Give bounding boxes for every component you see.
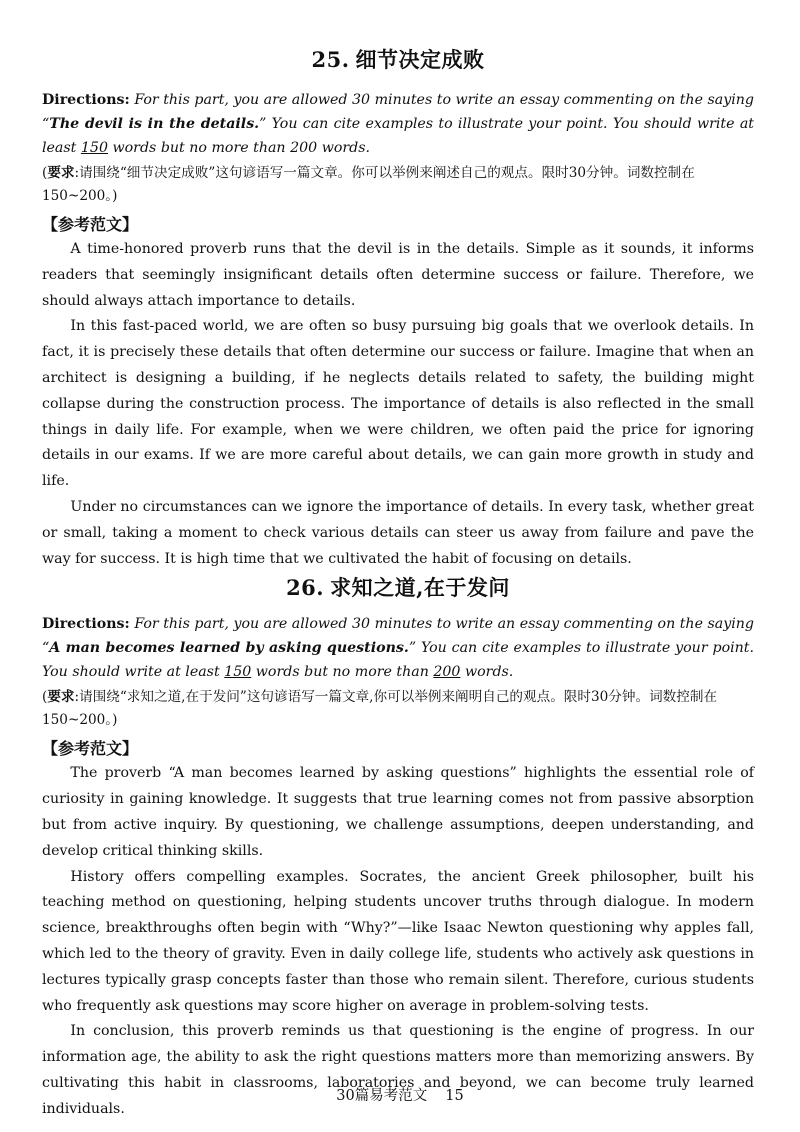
min-words: 150	[80, 140, 108, 156]
requirement-label: 要求	[47, 165, 75, 181]
directions	[42, 612, 754, 684]
directions-label: Directions:	[42, 92, 130, 108]
essay-paragraph: A time-honored proverb runs that the devil is in the details. Simple as it sounds, it informs readers that seemingly insignificant details often determine success or failure. Therefore, we should always attach importance to details.	[42, 241, 754, 309]
essay-paragraph: The proverb “A man becomes learned by asking questions” highlights the essential role of curiosity in gaining knowledge. It suggests that true learning comes not from passive absorption but from active inquiry. By questioning, we challenge assumptions, deepen understanding, and develop critical thinking skills.	[42, 765, 754, 859]
section-title	[42, 44, 754, 74]
directions-text-1: For this part, you are allowed 30 minutes to write an essay commenting on the saying “	[42, 92, 754, 132]
essay-paragraph: History offers compelling examples. Socrates, the ancient Greek philosopher, built his teaching method on questioning, helping students uncover truths through dialogue. In modern science, breakthroughs often begin with “Why?”—like Isaac Newton questioning why apples fall, which led to the theory of gravity. Even in daily college life, students who actively ask questions in lectures typically grasp concepts faster than those who remain silent. Therefore, curious students who frequently ask questions may score higher on average in problem-solving tests.	[42, 868, 754, 1014]
reference-essay-heading: 【参考范文】	[42, 739, 139, 759]
section-title-text: 细节决定成败	[355, 47, 485, 72]
requirement: (要求:请围绕“求知之道,在于发问”这句谚语写一篇文章,你可以举例来阐明自己的观点。限时30分钟。词数控制在150~200。)	[42, 689, 718, 729]
directions-text-2: ” You can cite examples to illustrate your point. You should write at least	[42, 116, 754, 156]
requirement-text: :请围绕“求知之道,在于发问”这句谚语写一篇文章,你可以举例来阐明自己的观点。限时30分钟。词数控制在150~200。)	[42, 689, 718, 729]
essay-paragraph: Under no circumstances can we ignore the importance of details. In every task, whether great or small, taking a moment to check various details can steer us away from failure and pave the way for success. It is high time that we cultivated the habit of focusing on details.	[42, 498, 754, 567]
requirement-label: 要求	[47, 689, 75, 706]
saying: A man becomes learned by asking questions.	[49, 640, 409, 657]
essay-section-26	[42, 572, 754, 1122]
directions	[42, 88, 754, 160]
reference-essay-heading: 【参考范文】	[42, 215, 139, 234]
directions-text-4: words.	[317, 140, 371, 156]
directions-text-2: ” You can cite examples to illustrate your point. You should write at least	[42, 640, 754, 681]
directions-text-3: words but no more than	[107, 140, 291, 156]
section-title	[42, 572, 754, 602]
directions-text-1: For this part, you are allowed 30 minutes to write an essay commenting on the saying “	[42, 616, 754, 657]
page-footer	[0, 1084, 800, 1105]
book-title: 30篇易考范文	[336, 1088, 428, 1104]
requirement: (要求:请围绕“细节决定成败”这句谚语写一篇文章。你可以举例来阐述自己的观点。限时30分钟。词数控制在150~200。)	[42, 165, 695, 204]
page-number: 15	[445, 1088, 464, 1104]
section-number: 25.	[311, 47, 350, 72]
directions-text-3: words but no more than	[251, 664, 434, 681]
essay-section-25	[42, 44, 754, 572]
essay-paragraph: In this fast-paced world, we are often so busy pursuing big goals that we overlook details. In fact, it is precisely these details that often determine our success or failure. Imagine that when an architect is designing a building, if he neglects details related to safety, the building might collapse during the construction process. The importance of details is also reflected in the small things in daily life. For example, when we were children, we often paid the price for ignoring details in our exams. If we are more careful about details, we can gain more growth in study and life.	[42, 318, 754, 490]
max-words: 200	[290, 140, 318, 156]
requirement-text: :请围绕“细节决定成败”这句谚语写一篇文章。你可以举例来阐述自己的观点。限时30分钟。词数控制在150~200。)	[42, 165, 695, 204]
section-title-text: 求知之道,在于发问	[330, 575, 510, 601]
saying: The devil is in the details.	[49, 116, 260, 132]
directions-label: Directions:	[42, 616, 130, 633]
min-words: 150	[224, 664, 252, 681]
essay-paragraph: In conclusion, this proverb reminds us that questioning is the engine of progress. In our information age, the ability to ask the right questions matters more than memorizing answers. By cultivating this habit in classrooms, laboratories and beyond, we can become truly learned individuals.	[42, 1023, 754, 1117]
section-number: 26.	[286, 575, 325, 601]
directions-text-4: words.	[460, 664, 514, 681]
max-words: 200	[433, 664, 461, 681]
